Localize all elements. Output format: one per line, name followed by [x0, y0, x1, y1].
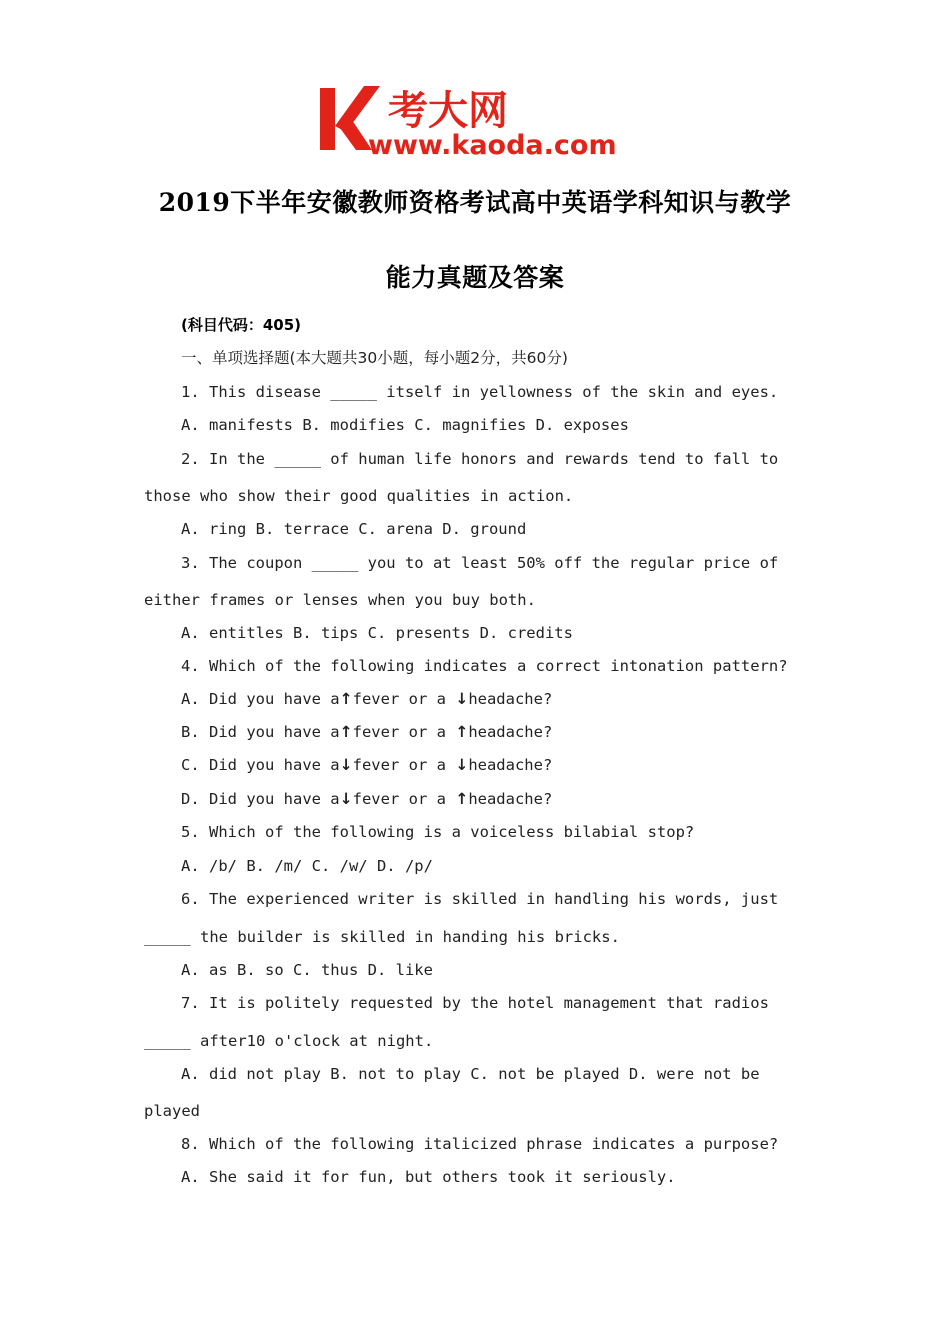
q3-stem-line-2: either frames or lenses when you buy both. [144, 591, 536, 609]
q4-d-arrow-2-icon: ↑ [455, 790, 469, 808]
q4-d-arrow-1-icon: ↓ [339, 790, 353, 808]
q4-c-prefix: C. Did you have a [181, 756, 340, 774]
q4-option-b [0, 722, 950, 742]
q4-c-suffix: headache? [468, 756, 553, 774]
q4-option-c [0, 755, 950, 775]
q7-stem-line-2: _____ after10 o'clock at night. [144, 1032, 434, 1050]
q2-stem-line-2: those who show their good qualities in action. [144, 487, 574, 505]
subject-code: (科目代码：405) [181, 316, 302, 334]
q4-b-suffix: headache? [468, 723, 553, 741]
q6-stem-line-1: 6. The experienced writer is skilled in handling his words, just [181, 890, 779, 908]
q1-stem: 1. This disease _____ itself in yellowness of the skin and eyes. [181, 383, 779, 401]
q3-options: A. entitles B. tips C. presents D. credits [181, 624, 573, 642]
q4-d-suffix: headache? [468, 790, 553, 808]
q7-stem-line-1: 7. It is politely requested by the hotel management that radios [181, 994, 769, 1012]
q4-a-mid: fever or a [352, 690, 446, 708]
q2-options: A. ring B. terrace C. arena D. ground [181, 520, 527, 538]
q4-b-mid: fever or a [352, 723, 446, 741]
q4-a-prefix: A. Did you have a [181, 690, 340, 708]
section-heading: 一、单项选择题(本大题共30小题，每小题2分，共60分) [181, 349, 568, 367]
q2-stem-line-1: 2. In the _____ of human life honors and rewards tend to fall to [181, 450, 779, 468]
q4-option-a [0, 689, 950, 709]
page-title-line-1: 2019下半年安徽教师资格考试高中英语学科知识与教学 [158, 188, 792, 217]
page-title-line-2: 能力真题及答案 [385, 263, 565, 292]
q1-options: A. manifests B. modifies C. magnifies D. exposes [181, 416, 629, 434]
q3-stem-line-1: 3. The coupon _____ you to at least 50% off the regular price of [181, 554, 779, 572]
q4-a-arrow-1-icon: ↑ [339, 690, 353, 708]
q4-option-d [0, 789, 950, 809]
q6-options: A. as B. so C. thus D. like [181, 961, 433, 979]
q4-b-arrow-1-icon: ↑ [339, 723, 353, 741]
q5-stem: 5. Which of the following is a voiceless bilabial stop? [181, 823, 695, 841]
q4-b-arrow-2-icon: ↑ [455, 723, 469, 741]
q8-stem: 8. Which of the following italicized phrase indicates a purpose? [181, 1135, 779, 1153]
q4-b-prefix: B. Did you have a [181, 723, 340, 741]
q4-c-mid: fever or a [352, 756, 446, 774]
q6-stem-line-2: _____ the builder is skilled in handing his bricks. [144, 928, 620, 946]
kaoda-logo[interactable] [318, 82, 638, 160]
q8-option-a: A. She said it for fun, but others took it seriously. [181, 1168, 676, 1186]
q4-d-mid: fever or a [352, 790, 446, 808]
q4-c-arrow-1-icon: ↓ [339, 756, 353, 774]
q4-a-arrow-2-icon: ↓ [455, 690, 469, 708]
q5-options: A. /b/ B. /m/ C. /w/ D. /p/ [181, 857, 433, 875]
q4-stem: 4. Which of the following indicates a correct intonation pattern? [181, 657, 788, 675]
q4-d-prefix: D. Did you have a [181, 790, 340, 808]
q7-options-line-1: A. did not play B. not to play C. not be played D. were not be [181, 1065, 760, 1083]
q7-options-line-2: played [144, 1102, 200, 1120]
q4-c-arrow-2-icon: ↓ [455, 756, 469, 774]
logo-site-text: www.kaoda.com [368, 130, 617, 160]
q4-a-suffix: headache? [468, 690, 553, 708]
logo-brand-text: 考大网 [388, 88, 508, 134]
